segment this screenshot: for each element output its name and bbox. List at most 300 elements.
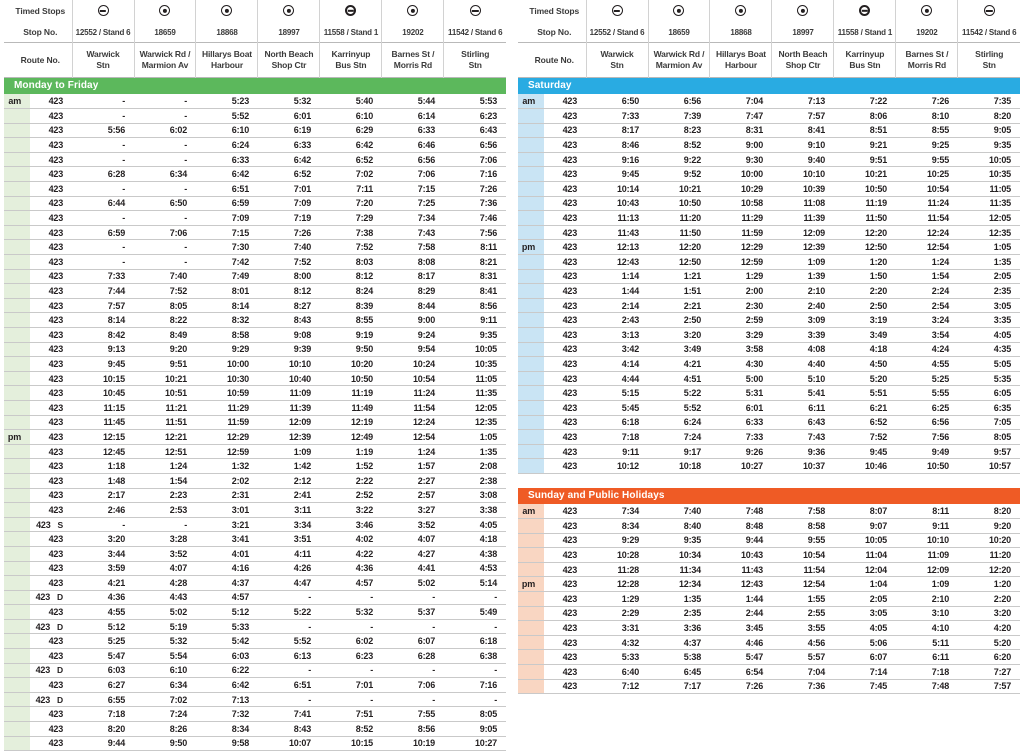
departure-time-cell: 12:05 — [958, 211, 1020, 226]
meridiem-cell — [518, 313, 544, 328]
stop-transfer-icon — [470, 5, 481, 16]
departure-time-cell: 2:08 — [444, 459, 506, 474]
departure-time-cell: 12:19 — [320, 415, 382, 430]
table-row — [4, 284, 506, 299]
meridiem-cell — [4, 255, 30, 270]
departure-time-cell: 7:43 — [382, 225, 444, 240]
departure-time-cell: 10:21 — [648, 182, 710, 197]
departure-time-cell: 7:49 — [196, 269, 258, 284]
departure-time-cell: 10:30 — [196, 371, 258, 386]
route-number: 423 — [48, 402, 63, 413]
meridiem-cell — [4, 488, 30, 503]
departure-time-cell: 3:22 — [320, 503, 382, 518]
departure-time-cell: 12:59 — [196, 444, 258, 459]
no-service-cell: - — [444, 663, 506, 678]
no-service-cell: - — [382, 590, 444, 605]
stop-name-line2-2: Harbour — [210, 60, 243, 70]
route-cell — [544, 444, 586, 459]
departure-time-cell: 8:22 — [134, 313, 196, 328]
stop-icon-cell-4 — [320, 0, 382, 22]
no-service-cell: - — [134, 109, 196, 124]
departure-time-cell: 10:50 — [834, 182, 896, 197]
no-service-cell: - — [320, 619, 382, 634]
departure-time-cell: 12:21 — [134, 430, 196, 445]
route-number: 423 — [562, 213, 577, 224]
departure-time-cell: 6:23 — [320, 649, 382, 664]
departure-time-cell: 3:24 — [896, 313, 958, 328]
departure-time-cell: 10:12 — [586, 459, 648, 474]
departure-time-cell: 8:41 — [772, 123, 834, 138]
departure-time-cell: 5:12 — [72, 619, 134, 634]
route-number: 423 — [48, 461, 63, 472]
route-number: 423 — [48, 213, 63, 224]
departure-time-cell: 1:18 — [72, 459, 134, 474]
departure-time-cell: 11:35 — [444, 386, 506, 401]
day-banner-monday-to-friday: Monday to Friday — [4, 78, 506, 94]
departure-time-cell: 8:01 — [196, 284, 258, 299]
table-row — [4, 590, 506, 605]
departure-time-cell: 6:50 — [134, 196, 196, 211]
table-row — [518, 592, 1020, 607]
departure-time-cell: 6:54 — [710, 664, 772, 679]
departure-time-cell: 11:45 — [72, 415, 134, 430]
route-cell — [544, 386, 586, 401]
departure-time-cell: 6:03 — [196, 649, 258, 664]
route-no-label: Route No. — [518, 43, 586, 78]
departure-time-cell: 10:58 — [710, 196, 772, 211]
stop-icon-cell-3 — [258, 0, 320, 22]
table-row — [4, 211, 506, 226]
departure-time-cell: 5:44 — [382, 94, 444, 109]
departure-time-cell: 7:52 — [258, 255, 320, 270]
departure-time-cell: 7:02 — [134, 692, 196, 707]
route-number: 423 — [48, 680, 63, 691]
departure-time-cell: 6:43 — [444, 123, 506, 138]
table-row — [518, 459, 1020, 474]
departure-time-cell: 7:09 — [196, 211, 258, 226]
meridiem-cell — [4, 576, 30, 591]
meridiem-cell — [4, 313, 30, 328]
table-row — [4, 255, 506, 270]
stop-no-row — [4, 22, 506, 43]
route-cell — [30, 590, 72, 605]
departure-time-cell: 8:23 — [648, 123, 710, 138]
route-number: 423 — [562, 154, 577, 165]
departure-time-cell: 3:28 — [134, 532, 196, 547]
route-cell — [544, 138, 586, 153]
departure-time-cell: 6:10 — [196, 123, 258, 138]
departure-time-cell: 7:51 — [320, 707, 382, 722]
table-row — [518, 342, 1020, 357]
no-service-cell: - — [134, 517, 196, 532]
no-service-cell: - — [72, 94, 134, 109]
table-row — [518, 123, 1020, 138]
departure-time-cell: 8:03 — [320, 255, 382, 270]
departure-time-cell: 2:10 — [896, 592, 958, 607]
route-cell — [30, 167, 72, 182]
route-number: 423 — [35, 694, 51, 705]
departure-time-cell: 3:31 — [586, 621, 648, 636]
departure-time-cell: 7:22 — [834, 94, 896, 109]
stop-name-3 — [772, 43, 834, 78]
route-cell — [544, 225, 586, 240]
departure-time-cell: 2:10 — [772, 284, 834, 299]
table-row — [4, 94, 506, 109]
departure-time-cell: 3:05 — [834, 606, 896, 621]
route-number: 423 — [562, 125, 577, 136]
departure-time-cell: 11:20 — [648, 211, 710, 226]
departure-time-cell: 8:11 — [444, 240, 506, 255]
departure-time-cell: 6:25 — [896, 400, 958, 415]
route-cell — [30, 517, 72, 532]
departure-time-cell: 3:55 — [772, 621, 834, 636]
departure-time-cell: 5:22 — [648, 386, 710, 401]
route-cell — [30, 576, 72, 591]
route-number: 423 — [562, 227, 577, 238]
departure-time-cell: 7:45 — [834, 679, 896, 694]
no-service-cell: - — [258, 619, 320, 634]
no-service-cell: - — [444, 590, 506, 605]
stop-timed-icon — [221, 5, 232, 16]
departure-time-cell: 7:42 — [196, 255, 258, 270]
route-number: 423 — [48, 344, 63, 355]
meridiem-cell — [4, 196, 30, 211]
departure-time-cell: 7:18 — [896, 664, 958, 679]
departure-time-cell: 7:26 — [710, 679, 772, 694]
route-number: 423 — [48, 504, 63, 515]
route-number: 423 — [48, 636, 63, 647]
departure-time-cell: 8:46 — [586, 138, 648, 153]
route-number: 423 — [562, 96, 577, 107]
departure-time-cell: 8:29 — [382, 284, 444, 299]
route-number: 423 — [562, 198, 577, 209]
departure-time-cell: 7:55 — [382, 707, 444, 722]
meridiem-cell — [4, 182, 30, 197]
departure-time-cell: 12:05 — [444, 400, 506, 415]
stop-name-line1-6: Stirling — [975, 49, 1004, 60]
no-service-cell: - — [72, 255, 134, 270]
departure-time-cell: 8:49 — [134, 328, 196, 343]
table-row — [4, 269, 506, 284]
stop-icon-cell-0 — [586, 0, 648, 22]
departure-time-cell: 8:40 — [648, 519, 710, 534]
table-row — [4, 576, 506, 591]
departure-time-cell: 6:07 — [382, 634, 444, 649]
departure-time-cell: 8:31 — [444, 269, 506, 284]
departure-time-cell: 9:24 — [382, 328, 444, 343]
departure-time-cell: 8:44 — [382, 298, 444, 313]
no-service-cell: - — [134, 152, 196, 167]
departure-time-cell: 10:00 — [710, 167, 772, 182]
departure-time-cell: 5:47 — [710, 650, 772, 665]
departure-time-cell: 9:08 — [258, 328, 320, 343]
stop-no-1: 18659 — [134, 22, 196, 43]
stop-transfer-icon — [612, 5, 623, 16]
table-row — [4, 123, 506, 138]
departure-time-cell: 4:18 — [834, 342, 896, 357]
departure-time-cell: 6:29 — [320, 123, 382, 138]
departure-time-cell: 4:55 — [896, 357, 958, 372]
route-number: 423 — [48, 271, 63, 282]
departure-time-cell: 8:00 — [258, 269, 320, 284]
departure-time-cell: 5:51 — [834, 386, 896, 401]
route-number: 423 — [48, 183, 63, 194]
table-row — [518, 562, 1020, 577]
departure-time-cell: 7:52 — [834, 430, 896, 445]
table-row — [4, 503, 506, 518]
meridiem-cell — [4, 503, 30, 518]
departure-time-cell: 4:05 — [444, 517, 506, 532]
departure-time-cell: 6:34 — [134, 167, 196, 182]
meridiem-cell — [4, 138, 30, 153]
no-service-cell: - — [258, 692, 320, 707]
route-cell — [30, 123, 72, 138]
route-cell — [30, 459, 72, 474]
departure-time-cell: 8:39 — [320, 298, 382, 313]
route-number: 423 — [35, 592, 51, 603]
departure-time-cell: 9:22 — [648, 152, 710, 167]
meridiem-cell — [4, 546, 30, 561]
route-cell — [544, 519, 586, 534]
departure-time-cell: 10:21 — [834, 167, 896, 182]
departure-time-cell: 11:54 — [382, 400, 444, 415]
departure-time-cell: 4:02 — [320, 532, 382, 547]
departure-time-cell: 12:35 — [444, 415, 506, 430]
stop-icon-cell-6 — [958, 0, 1020, 22]
departure-time-cell: 8:20 — [958, 109, 1020, 124]
departure-time-cell: 8:07 — [834, 504, 896, 519]
departure-time-cell: 2:27 — [382, 473, 444, 488]
no-service-cell: - — [72, 211, 134, 226]
table-row — [4, 138, 506, 153]
departure-time-cell: 7:06 — [382, 678, 444, 693]
footnote-marker: D — [57, 694, 63, 705]
table-row — [4, 605, 506, 620]
departure-time-cell: 9:52 — [648, 167, 710, 182]
table-row — [518, 400, 1020, 415]
departure-time-cell: 5:25 — [896, 371, 958, 386]
departure-time-cell: 6:35 — [958, 400, 1020, 415]
departure-time-cell: 11:05 — [444, 371, 506, 386]
departure-time-cell: 3:34 — [258, 517, 320, 532]
schedule-table-monday-to-friday — [4, 94, 506, 751]
meridiem-cell — [4, 444, 30, 459]
stop-name-line2-3: Shop Ctr — [271, 60, 307, 70]
stop-name-0 — [72, 43, 134, 78]
no-service-cell: - — [258, 590, 320, 605]
departure-time-cell: 4:44 — [586, 371, 648, 386]
departure-time-cell: 11:54 — [772, 562, 834, 577]
departure-time-cell: 12:09 — [772, 225, 834, 240]
departure-time-cell: 1:44 — [710, 592, 772, 607]
meridiem-cell — [4, 123, 30, 138]
departure-time-cell: 9:35 — [648, 533, 710, 548]
departure-time-cell: 11:28 — [586, 562, 648, 577]
meridiem-cell — [518, 357, 544, 372]
departure-time-cell: 7:13 — [196, 692, 258, 707]
departure-time-cell: 10:50 — [648, 196, 710, 211]
departure-time-cell: 3:58 — [710, 342, 772, 357]
departure-time-cell: 7:43 — [772, 430, 834, 445]
departure-time-cell: 3:46 — [320, 517, 382, 532]
departure-time-cell: 8:34 — [586, 519, 648, 534]
route-number: 423 — [48, 475, 63, 486]
departure-time-cell: 2:50 — [648, 313, 710, 328]
table-row — [4, 225, 506, 240]
departure-time-cell: 5:41 — [772, 386, 834, 401]
route-number: 423 — [562, 637, 577, 648]
departure-time-cell: 6:10 — [134, 663, 196, 678]
route-cell — [544, 548, 586, 563]
schedule-gap — [518, 474, 1020, 488]
table-row — [518, 664, 1020, 679]
route-number: 423 — [562, 169, 577, 180]
route-number: 423 — [48, 140, 63, 151]
meridiem-cell — [4, 736, 30, 751]
header-block-left — [4, 0, 506, 78]
meridiem-cell — [4, 167, 30, 182]
departure-time-cell: 8:10 — [896, 109, 958, 124]
table-row — [4, 415, 506, 430]
table-row — [518, 94, 1020, 109]
departure-time-cell: 2:54 — [896, 298, 958, 313]
departure-time-cell: 5:35 — [958, 371, 1020, 386]
departure-time-cell: 6:33 — [196, 152, 258, 167]
departure-time-cell: 11:19 — [320, 386, 382, 401]
meridiem-cell — [4, 415, 30, 430]
route-no-row — [4, 43, 506, 78]
departure-time-cell: 6:45 — [648, 664, 710, 679]
departure-time-cell: 5:12 — [196, 605, 258, 620]
departure-time-cell: 7:06 — [134, 225, 196, 240]
departure-time-cell: 10:54 — [772, 548, 834, 563]
table-row — [4, 109, 506, 124]
route-cell — [30, 109, 72, 124]
departure-time-cell: 5:57 — [772, 650, 834, 665]
departure-time-cell: 5:52 — [196, 109, 258, 124]
departure-time-cell: 8:52 — [648, 138, 710, 153]
departure-time-cell: 6:40 — [586, 664, 648, 679]
departure-time-cell: 6:27 — [72, 678, 134, 693]
meridiem-cell: am — [518, 94, 544, 109]
stop-icon-cell-2 — [196, 0, 258, 22]
route-cell — [544, 328, 586, 343]
departure-time-cell: 7:04 — [772, 664, 834, 679]
route-cell — [544, 606, 586, 621]
route-cell — [30, 342, 72, 357]
departure-time-cell: 12:34 — [648, 577, 710, 592]
meridiem-cell — [518, 371, 544, 386]
departure-time-cell: 7:15 — [382, 182, 444, 197]
departure-time-cell: 3:49 — [834, 328, 896, 343]
departure-time-cell: 3:29 — [710, 328, 772, 343]
route-number: 423 — [48, 709, 63, 720]
route-number: 423 — [562, 608, 577, 619]
meridiem-cell — [4, 342, 30, 357]
departure-time-cell: 10:07 — [258, 736, 320, 751]
departure-time-cell: 4:26 — [258, 561, 320, 576]
meridiem-cell: pm — [518, 577, 544, 592]
meridiem-cell — [4, 605, 30, 620]
departure-time-cell: 5:37 — [382, 605, 444, 620]
departure-time-cell: 9:39 — [258, 342, 320, 357]
no-service-cell: - — [72, 109, 134, 124]
departure-time-cell: 7:13 — [772, 94, 834, 109]
departure-time-cell: 8:32 — [196, 313, 258, 328]
route-cell — [30, 211, 72, 226]
table-row — [4, 634, 506, 649]
departure-time-cell: 7:04 — [710, 94, 772, 109]
departure-time-cell: 3:20 — [958, 606, 1020, 621]
departure-time-cell: 7:57 — [72, 298, 134, 313]
departure-time-cell: 8:56 — [382, 722, 444, 737]
departure-time-cell: 12:43 — [710, 577, 772, 592]
departure-time-cell: 5:31 — [710, 386, 772, 401]
route-cell — [30, 415, 72, 430]
departure-time-cell: 12:35 — [958, 225, 1020, 240]
departure-time-cell: 2:55 — [772, 606, 834, 621]
departure-time-cell: 4:32 — [586, 635, 648, 650]
route-cell — [30, 488, 72, 503]
stop-name-line1-5: Barnes St / — [905, 49, 949, 60]
departure-time-cell: 1:09 — [258, 444, 320, 459]
departure-time-cell: 5:38 — [648, 650, 710, 665]
departure-time-cell: 11:54 — [896, 211, 958, 226]
stop-name-line2-1: Marmion Av — [655, 60, 703, 70]
meridiem-cell — [518, 592, 544, 607]
route-number: 423 — [48, 198, 63, 209]
departure-time-cell: 2:57 — [382, 488, 444, 503]
stop-timed-icon — [283, 5, 294, 16]
stop-name-5 — [896, 43, 958, 78]
departure-time-cell: 3:42 — [586, 342, 648, 357]
no-service-cell: - — [382, 692, 444, 707]
no-service-cell: - — [72, 517, 134, 532]
route-cell — [30, 269, 72, 284]
departure-time-cell: 6:56 — [896, 415, 958, 430]
route-number: 423 — [562, 417, 577, 428]
route-cell — [30, 707, 72, 722]
departure-time-cell: 6:18 — [586, 415, 648, 430]
departure-time-cell: 4:57 — [196, 590, 258, 605]
departure-time-cell: 11:34 — [648, 562, 710, 577]
meridiem-cell — [518, 621, 544, 636]
departure-time-cell: 3:08 — [444, 488, 506, 503]
stop-no-0: 12552 / Stand 6 — [72, 22, 134, 43]
departure-time-cell: 10:15 — [320, 736, 382, 751]
route-cell — [544, 94, 586, 109]
route-number: 423 — [48, 563, 63, 574]
departure-time-cell: 10:35 — [444, 357, 506, 372]
departure-time-cell: 9:30 — [710, 152, 772, 167]
departure-time-cell: 3:27 — [382, 503, 444, 518]
route-number: 423 — [48, 329, 63, 340]
departure-time-cell: 12:20 — [958, 562, 1020, 577]
departure-time-cell: 1:20 — [958, 577, 1020, 592]
departure-time-cell: 2:00 — [710, 284, 772, 299]
departure-time-cell: 10:19 — [382, 736, 444, 751]
departure-time-cell: 5:32 — [258, 94, 320, 109]
meridiem-cell — [4, 459, 30, 474]
departure-time-cell: 9:44 — [710, 533, 772, 548]
departure-time-cell: 6:01 — [710, 400, 772, 415]
stop-name-line1-0: Warwick — [86, 49, 120, 60]
meridiem-cell — [518, 167, 544, 182]
departure-time-cell: 7:25 — [382, 196, 444, 211]
no-service-cell: - — [134, 240, 196, 255]
departure-time-cell: 4:47 — [258, 576, 320, 591]
departure-time-cell: 7:34 — [586, 504, 648, 519]
